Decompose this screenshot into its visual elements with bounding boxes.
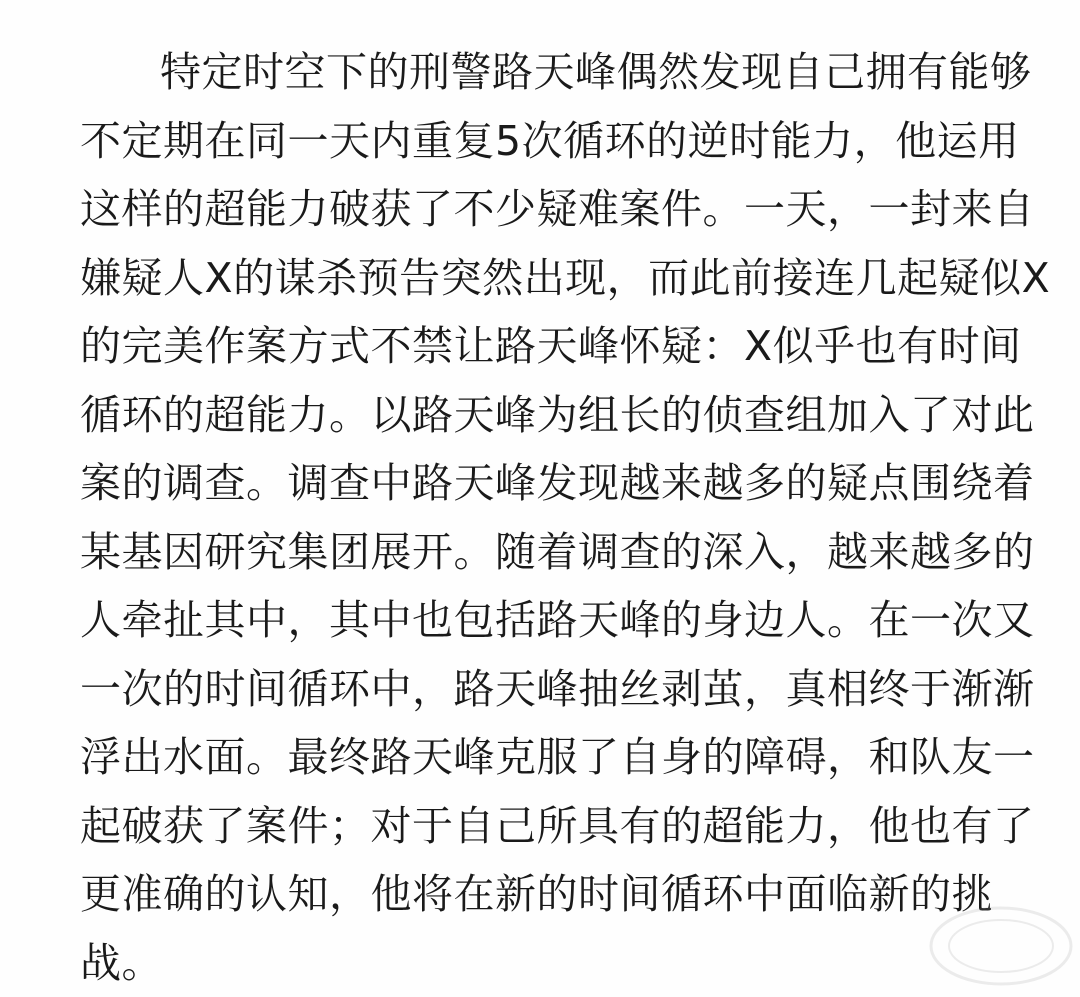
text-line-14: 战。	[80, 938, 163, 987]
text-line-12: 起破获了案件；对于自己所具有的超能力，他也有了	[80, 801, 1035, 850]
text-line-6: 循环的超能力。以路天峰为组长的侦查组加入了对此	[80, 390, 1035, 439]
text-line-1: 特定时空下的刑警路天峰偶然发现自己拥有能够	[160, 48, 1032, 96]
text-line-13: 更准确的认知，他将在新的时间循环中面临新的挑	[80, 870, 993, 918]
text-line-4: 嫌疑人X的谋杀预告突然出现，而此前接连几起疑似X	[80, 253, 1051, 302]
watermark-icon	[926, 901, 1076, 991]
text-line-11: 浮出水面。最终路天峰克服了自身的障碍，和队友一	[80, 733, 1035, 781]
text-line-2: 不定期在同一天内重复5次循环的逆时能力，他运用	[80, 116, 1020, 165]
text-line-7: 案的调查。调查中路天峰发现越来越多的疑点围绕着	[80, 459, 1035, 507]
text-line-9: 人牵扯其中，其中也包括路天峰的身边人。在一次又	[80, 596, 1035, 644]
text-line-3: 这样的超能力破获了不少疑难案件。一天，一封来自	[80, 185, 1035, 233]
text-line-10: 一次的时间循环中，路天峰抽丝剥茧，真相终于渐渐	[80, 664, 1035, 713]
text-line-8: 某基因研究集团展开。随着调查的深入，越来越多的	[80, 527, 1035, 576]
text-line-5: 的完美作案方式不禁让路天峰怀疑：X似乎也有时间	[80, 322, 1022, 370]
synopsis-paragraph	[80, 38, 1051, 997]
